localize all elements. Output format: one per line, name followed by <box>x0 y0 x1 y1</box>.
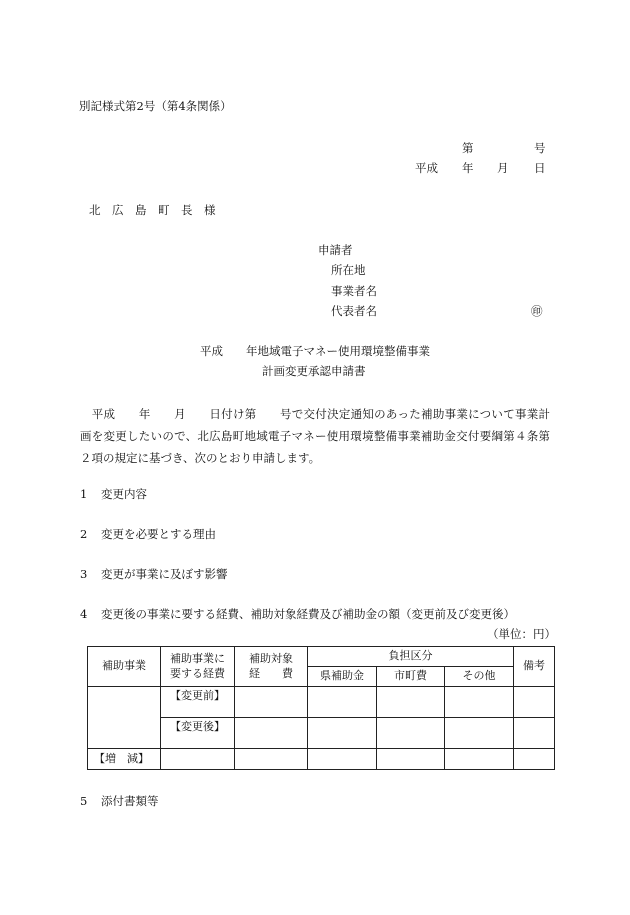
item-3-num: 3 <box>80 567 88 581</box>
date-year: 年 <box>462 161 474 175</box>
item-5-num: 5 <box>80 794 88 808</box>
header-town-cost: 市町費 <box>377 667 445 687</box>
header-project: 補助事業 <box>88 647 161 687</box>
cell-before-eligible[interactable] <box>235 687 308 718</box>
cell-diff-eligible[interactable] <box>235 749 308 770</box>
expense-table <box>87 646 555 770</box>
seal-mark: ㊞ <box>531 304 543 318</box>
cell-before-town[interactable] <box>377 687 445 718</box>
form-id: 別記様式第2号（第4条関係） <box>79 99 232 113</box>
cell-after-eligible[interactable] <box>235 718 308 749</box>
header-cost: 補助事業に 要する経費 <box>161 647 235 687</box>
item-2-text: 変更を必要とする理由 <box>101 527 216 541</box>
item-5-text: 添付書類等 <box>101 794 159 808</box>
header-eligible: 補助対象 経 費 <box>235 647 308 687</box>
item-2-num: 2 <box>80 527 88 541</box>
applicant-rep-label: 代表者名 <box>331 304 377 318</box>
date-era: 平成 <box>415 161 438 175</box>
item-4-text: 変更後の事業に要する経費、補助対象経費及び補助金の額（変更前及び変更後） <box>101 607 515 621</box>
date-day: 日 <box>534 161 546 175</box>
cell-diff-other[interactable] <box>445 749 514 770</box>
doc-no-suffix: 号 <box>534 141 546 155</box>
date-month: 月 <box>497 161 509 175</box>
body-paragraph: 平成 年 月 日付け第 号で交付決定通知のあった補助事業について事業計画を変更したいので、北広島町地域電子マネー使用環境整備事業補助金交付要綱第４条第２項の規定に基づき、次のとおり申請します。 <box>80 407 550 465</box>
cell-after-town[interactable] <box>377 718 445 749</box>
title-line1: 平成 年地域電子マネー使用環境整備事業 <box>200 344 430 358</box>
header-remarks: 備考 <box>514 647 555 687</box>
cell-after-remarks[interactable] <box>514 718 555 749</box>
doc-no-prefix: 第 <box>462 141 474 155</box>
cell-diff-pref[interactable] <box>308 749 377 770</box>
header-pref-subsidy: 県補助金 <box>308 667 377 687</box>
applicant-address-label: 所在地 <box>331 263 366 277</box>
applicant-heading: 申請者 <box>318 243 353 257</box>
cell-after-other[interactable] <box>445 718 514 749</box>
addressee: 北 広 島 町 長 様 <box>89 203 216 217</box>
cell-diff-town[interactable] <box>377 749 445 770</box>
title-line2: 計画変更承認申請書 <box>262 364 366 378</box>
item-4-num: 4 <box>80 607 88 621</box>
cell-after-pref[interactable] <box>308 718 377 749</box>
row-diff-label: 【増 減】 <box>88 749 161 770</box>
item-1-num: 1 <box>80 487 88 501</box>
header-other: その他 <box>445 667 514 687</box>
cell-before-pref[interactable] <box>308 687 377 718</box>
unit-label: （単位：円） <box>487 627 556 641</box>
item-3-text: 変更が事業に及ぼす影響 <box>101 567 228 581</box>
cell-before-remarks[interactable] <box>514 687 555 718</box>
cell-diff-cost[interactable] <box>161 749 235 770</box>
row-after-label: 【変更後】 <box>161 718 235 749</box>
cell-before-other[interactable] <box>445 687 514 718</box>
cell-project-name[interactable] <box>88 687 161 749</box>
header-burden: 負担区分 <box>308 647 514 667</box>
row-before-label: 【変更前】 <box>161 687 235 718</box>
cell-diff-remarks[interactable] <box>514 749 555 770</box>
item-1-text: 変更内容 <box>101 487 147 501</box>
applicant-business-label: 事業者名 <box>331 284 377 298</box>
